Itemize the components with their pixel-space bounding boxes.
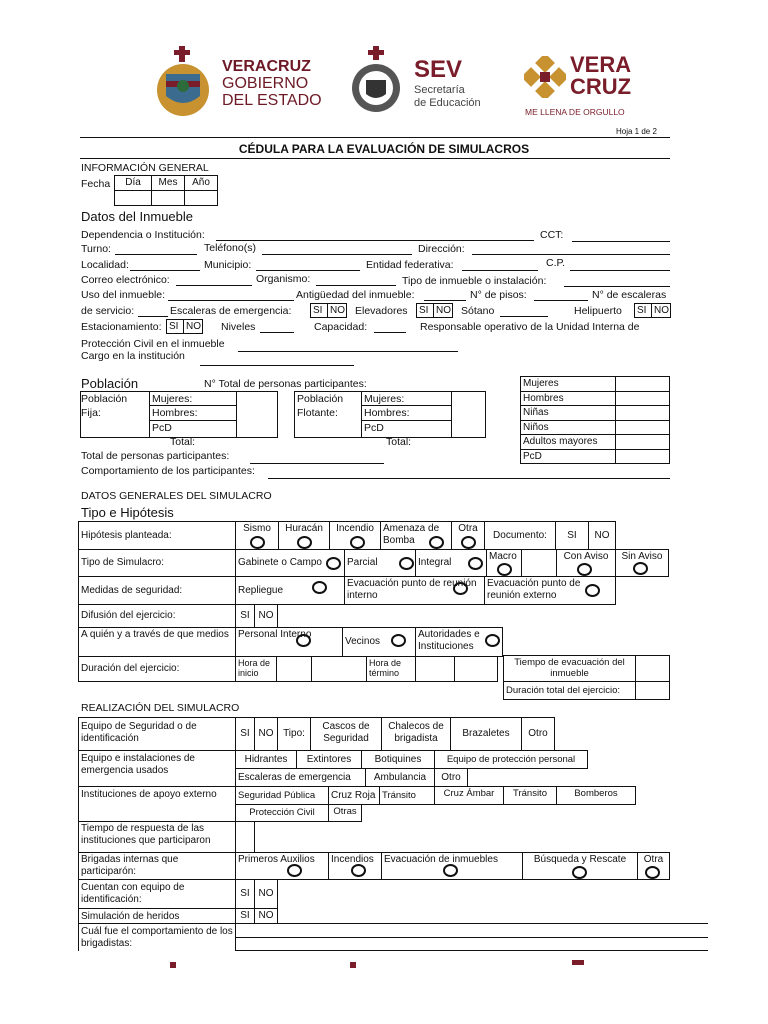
instituciones-label: Instituciones de apoyo externo <box>78 786 236 822</box>
servicio-field[interactable] <box>138 316 168 317</box>
tiempo-resp-field[interactable] <box>235 821 255 853</box>
con-aviso-cell: Con Aviso <box>556 549 616 577</box>
busqueda-radio[interactable] <box>572 866 587 879</box>
equipo-seg-label: Equipo de Seguridad o de identificación <box>78 717 236 751</box>
niveles-field[interactable] <box>260 332 294 333</box>
cual-label: Cuál fue el comportamiento de los brigadistas: <box>78 923 236 951</box>
amenaza-cell: Amenaza de Bomba <box>380 521 452 550</box>
otras-cell: Otras <box>328 804 362 822</box>
dependencia-field[interactable] <box>216 240 534 241</box>
fija-divider <box>149 391 150 438</box>
primeros-cell: Primeros Auxilios <box>235 852 329 880</box>
vecinos-cell: Vecinos <box>342 627 416 657</box>
macro-cell: Macro <box>486 549 522 577</box>
proteccion-field[interactable] <box>238 351 458 352</box>
con-aviso-radio[interactable] <box>577 563 592 576</box>
medidas-label: Medidas de seguridad: <box>78 576 236 605</box>
cual-field-line1[interactable] <box>235 923 708 924</box>
entidad-field[interactable] <box>462 270 538 271</box>
uso-field[interactable] <box>168 300 294 301</box>
a-quien-label: A quién y a través de que medios <box>78 627 236 657</box>
tiempo-evac-cell: Tiempo de evacuación del inmueble <box>503 655 636 682</box>
evac-int-cell: Evacuación punto de reunión interno <box>344 576 485 605</box>
personal-radio[interactable] <box>296 634 311 647</box>
integral-cell: Integral <box>415 549 487 577</box>
escaleras-cell: Escaleras de emergencia <box>235 768 366 787</box>
summary-value[interactable] <box>615 434 670 450</box>
cct-label: CCT: <box>540 229 564 241</box>
elevadores-si[interactable]: SI <box>416 303 434 318</box>
flot-divider <box>361 391 362 438</box>
evac-inm-cell: Evacuación de inmuebles <box>381 852 523 880</box>
niveles-label: Niveles <box>221 321 256 333</box>
otra-radio[interactable] <box>461 536 476 549</box>
general-heading: INFORMACIÓN GENERAL <box>81 162 209 174</box>
organismo-field[interactable] <box>316 285 396 286</box>
gov-line2: GOBIERNO <box>222 75 309 92</box>
helipuerto-label: Helipuerto <box>574 305 622 317</box>
municipio-field[interactable] <box>256 270 360 271</box>
dependencia-label: Dependencia o Institución: <box>81 229 205 241</box>
coat-of-arms-icon <box>152 46 214 118</box>
fija-total: Total: <box>170 436 196 448</box>
heridos-si[interactable]: SI <box>235 908 255 924</box>
repliegue-cell: Repliegue <box>235 576 345 605</box>
turno-label: Turno: <box>81 243 111 255</box>
antiguedad-label: Antigüedad del inmueble: <box>296 289 415 301</box>
proteccion-label: Protección Civil en el inmueble <box>81 338 225 350</box>
incendios-radio[interactable] <box>351 864 366 877</box>
comportamiento-label: Comportamiento de los participantes: <box>81 465 255 477</box>
fecha-label: Fecha <box>81 178 111 190</box>
evac-ext-radio[interactable] <box>585 584 600 597</box>
cp-label: C.P. <box>546 257 566 269</box>
tipo-inmueble-field[interactable] <box>564 286 670 287</box>
evac-int-radio[interactable] <box>453 582 468 595</box>
macro-radio[interactable] <box>497 563 512 576</box>
transito-cell: Tránsito <box>379 786 435 805</box>
cargo-label: Cargo en la institución <box>81 350 185 362</box>
hidrantes-cell: Hidrantes <box>235 750 297 769</box>
seg-publica-cell: Seguridad Pública <box>235 786 329 805</box>
equipo-prot-cell: Equipo de protección personal <box>434 750 588 769</box>
total-participantes-label: N° Total de personas participantes: <box>204 378 367 390</box>
cp-field[interactable] <box>570 270 670 271</box>
heridos-no[interactable]: NO <box>254 908 278 924</box>
escaleras-emerg-label: Escaleras de emergencia: <box>170 305 292 317</box>
tiempo-evac-field[interactable] <box>635 655 670 682</box>
otra-brigada-radio[interactable] <box>645 866 660 879</box>
inmueble-heading: Datos del Inmueble <box>81 209 194 224</box>
duracion-blank <box>311 656 367 682</box>
title-rule-bottom <box>80 158 670 159</box>
repliegue-radio[interactable] <box>312 581 327 594</box>
summary-label: PcD <box>520 449 616 465</box>
dia-field[interactable] <box>114 190 152 206</box>
integral-radio[interactable] <box>468 557 483 570</box>
flot-label1: Población <box>297 393 344 405</box>
organismo-label: Organismo: <box>256 273 311 285</box>
difusion-si[interactable]: SI <box>235 604 255 628</box>
amenaza-radio[interactable] <box>429 536 444 549</box>
hora-inicio-cell: Hora de inicio <box>235 656 277 682</box>
escaleras-n-label: N° de escaleras <box>592 289 667 301</box>
estacionamiento-label: Estacionamiento: <box>81 321 162 333</box>
summary-label: Hombres <box>520 391 616 407</box>
huracan-cell: Huracán <box>278 521 330 550</box>
flot-mujeres: Mujeres: <box>364 393 405 405</box>
escaleras-si[interactable]: SI <box>310 303 328 318</box>
brazaletes-cell: Brazaletes <box>450 717 522 751</box>
comportamiento-field[interactable] <box>268 478 670 479</box>
fija-row-line2 <box>149 420 236 421</box>
sin-aviso-cell: Sin Aviso <box>615 549 669 577</box>
flot-row-line2 <box>361 420 451 421</box>
form-title: CÉDULA PARA LA EVALUACIÓN DE SIMULACROS <box>238 142 530 156</box>
sotano-field[interactable] <box>500 316 548 317</box>
gabinete-radio[interactable] <box>326 557 341 570</box>
summary-value[interactable] <box>615 405 670 421</box>
sotano-label: Sótano <box>461 305 495 317</box>
prot-civil-cell: Protección Civil <box>235 804 329 822</box>
bomberos-cell: Bomberos <box>556 786 636 805</box>
parcial-radio[interactable] <box>399 557 414 570</box>
incendios-cell: Incendios <box>328 852 382 880</box>
tiempo-resp-label: Tiempo de respuesta de las instituciones que participaron <box>78 821 236 853</box>
anio-header: Año <box>184 175 218 191</box>
sismo-cell: Sismo <box>235 521 279 550</box>
pisos-field[interactable] <box>534 300 588 301</box>
ambulancia-cell: Ambulancia <box>365 768 435 787</box>
evac-inm-radio[interactable] <box>443 864 458 877</box>
correo-field[interactable] <box>176 285 252 286</box>
summary-value[interactable] <box>615 420 670 436</box>
localidad-label: Localidad: <box>81 259 129 271</box>
turno-field[interactable] <box>115 254 197 255</box>
helipuerto-si[interactable]: SI <box>634 303 652 318</box>
anio-field[interactable] <box>184 190 218 206</box>
fija-pcd: PcD <box>152 422 172 434</box>
equipo-seg-si[interactable]: SI <box>235 717 255 751</box>
antiguedad-field[interactable] <box>424 300 466 301</box>
autoridades-cell: Autoridades e Instituciones <box>415 627 503 657</box>
cual-field-line3[interactable] <box>235 950 708 951</box>
equipo-inst-label: Equipo e instalaciones de emergencia usados <box>78 750 236 787</box>
fija-label2: Fija: <box>81 407 101 419</box>
localidad-field[interactable] <box>130 270 200 271</box>
vera-word: VERA <box>570 52 632 77</box>
sev-line2: de Educación <box>414 97 481 109</box>
cuentan-no[interactable]: NO <box>254 879 278 909</box>
correo-label: Correo electrónico: <box>81 274 170 286</box>
evac-ext-cell: Evacuación punto de reunión externo <box>484 576 616 605</box>
flot-label2: Flotante: <box>297 407 338 419</box>
sismo-radio[interactable] <box>250 536 265 549</box>
duracion-blank2 <box>454 656 498 682</box>
duracion-label: Duración del ejercicio: <box>78 656 236 682</box>
veracruz-pattern-icon <box>524 56 566 98</box>
pisos-label: N° de pisos: <box>470 289 527 301</box>
duracion-total-cell: Duración total del ejercicio: <box>503 681 636 700</box>
summary-label: Niños <box>520 420 616 436</box>
simulacro-heading: DATOS GENERALES DEL SIMULACRO <box>81 490 272 502</box>
difusion-no[interactable]: NO <box>254 604 278 628</box>
summary-label: Mujeres <box>520 376 616 392</box>
uso-label: Uso del inmueble: <box>81 289 166 301</box>
incendio-cell: Incendio <box>329 521 381 550</box>
capacidad-field[interactable] <box>374 332 406 333</box>
capacidad-label: Capacidad: <box>314 321 368 333</box>
municipio-label: Municipio: <box>204 259 252 271</box>
brigadas-label: Brigadas internas que participarón: <box>78 852 236 880</box>
flot-divider2 <box>451 391 452 438</box>
summary-label: Adultos mayores <box>520 434 616 450</box>
huracan-radio[interactable] <box>297 536 312 549</box>
sev-title: SEV <box>414 56 463 83</box>
summary-value[interactable] <box>615 376 670 392</box>
extintores-cell: Extintores <box>296 750 362 769</box>
cascos-cell: Cascos de Seguridad <box>310 717 382 751</box>
busqueda-cell: Búsqueda y Rescate <box>522 852 638 880</box>
flot-hombres: Hombres: <box>364 407 410 419</box>
footer-mark <box>572 960 584 965</box>
direccion-field[interactable] <box>472 254 670 255</box>
fija-divider2 <box>236 391 237 438</box>
cruz-ambar-cell: Cruz Ámbar <box>434 786 504 805</box>
direccion-label: Dirección: <box>418 243 465 255</box>
otro-equipo-cell: Otro <box>434 768 468 787</box>
personal-cell: Personal Interno <box>235 627 343 657</box>
transito2-cell: Tránsito <box>503 786 557 805</box>
sev-line1: Secretaría <box>414 84 465 96</box>
primeros-radio[interactable] <box>287 864 302 877</box>
chalecos-cell: Chalecos de brigadista <box>381 717 451 751</box>
vecinos-radio[interactable] <box>391 634 406 647</box>
fija-row-line1 <box>149 405 236 406</box>
cruz-word: CRUZ <box>570 74 632 99</box>
botiquines-cell: Botiquines <box>361 750 435 769</box>
estacionamiento-si[interactable]: SI <box>166 319 184 334</box>
poblacion-heading: Población <box>81 376 139 391</box>
footer-mark <box>170 962 176 968</box>
mes-field[interactable] <box>151 190 185 206</box>
gabinete-cell: Gabinete o Campo <box>235 549 345 577</box>
page-number: Hoja 1 de 2 <box>616 127 657 136</box>
hora-termino-field[interactable] <box>415 656 455 682</box>
telefono-field[interactable] <box>262 254 412 255</box>
servicio-label: de servicio: <box>81 305 135 317</box>
elevadores-no[interactable]: NO <box>433 303 453 318</box>
footer-mark <box>350 962 356 968</box>
gov-line1: VERACRUZ <box>222 58 311 75</box>
sin-aviso-radio[interactable] <box>633 562 648 575</box>
tipo-simulacro-label: Tipo de Simulacro: <box>78 549 236 577</box>
dia-header: Día <box>114 175 152 191</box>
slogan: ME LLENA DE ORGULLO <box>525 107 625 117</box>
cruz-roja-cell: Cruz Roja <box>328 786 380 805</box>
macro-blank <box>521 549 557 577</box>
telefono-label: Teléfono(s) <box>204 242 256 254</box>
title-rule <box>80 137 670 138</box>
parcial-cell: Parcial <box>344 549 416 577</box>
hora-inicio-field[interactable] <box>276 656 312 682</box>
tipo-label: Tipo: <box>277 717 311 751</box>
cct-field[interactable] <box>572 241 670 242</box>
estacionamiento-no[interactable]: NO <box>183 319 203 334</box>
heridos-label: Simulación de heridos <box>78 908 236 924</box>
sev-emblem-icon <box>348 46 406 116</box>
documento-cell: Documento: <box>484 521 556 550</box>
autoridades-radio[interactable] <box>485 634 500 647</box>
escaleras-no[interactable]: NO <box>327 303 347 318</box>
responsable-label: Responsable operativo de la Unidad Interna de <box>420 321 640 333</box>
otro-cell: Otro <box>521 717 555 751</box>
mes-header: Mes <box>151 175 185 191</box>
fija-label1: Población <box>81 393 128 405</box>
duracion-total-field[interactable] <box>635 681 670 700</box>
hipotesis-label: Hipótesis planteada: <box>78 521 236 550</box>
cuentan-label: Cuentan con equipo de identificación: <box>78 879 236 909</box>
gov-line3: DEL ESTADO <box>222 92 322 109</box>
documento-si[interactable]: SI <box>555 521 589 550</box>
elevadores-label: Elevadores <box>355 305 408 317</box>
hora-termino-cell: Hora de término <box>366 656 416 682</box>
tipo-inmueble-label: Tipo de inmueble o instalación: <box>402 275 547 287</box>
total-personas-field[interactable] <box>250 463 384 464</box>
fija-mujeres: Mujeres: <box>152 393 193 405</box>
fija-hombres: Hombres: <box>152 407 198 419</box>
flot-pcd: PcD <box>364 422 384 434</box>
realizacion-heading: REALIZACIÓN DEL SIMULACRO <box>81 702 240 714</box>
cargo-field[interactable] <box>200 365 354 366</box>
difusion-label: Difusión del ejercicio: <box>78 604 236 628</box>
incendio-radio[interactable] <box>350 536 365 549</box>
entidad-label: Entidad federativa: <box>366 259 454 271</box>
cual-field-line2[interactable] <box>235 937 708 938</box>
otra-brigada-cell: Otra <box>637 852 670 880</box>
simulacro-sub: Tipo e Hipótesis <box>81 505 174 520</box>
helipuerto-no[interactable]: NO <box>651 303 671 318</box>
summary-value[interactable] <box>615 449 670 465</box>
cuentan-si[interactable]: SI <box>235 879 255 909</box>
total-personas-label: Total de personas participantes: <box>81 450 230 462</box>
flot-row-line1 <box>361 405 451 406</box>
flot-total: Total: <box>386 436 412 448</box>
equipo-seg-no[interactable]: NO <box>254 717 278 751</box>
summary-label: Niñas <box>520 405 616 421</box>
documento-no[interactable]: NO <box>588 521 616 550</box>
summary-value[interactable] <box>615 391 670 407</box>
otra-cell: Otra <box>451 521 485 550</box>
